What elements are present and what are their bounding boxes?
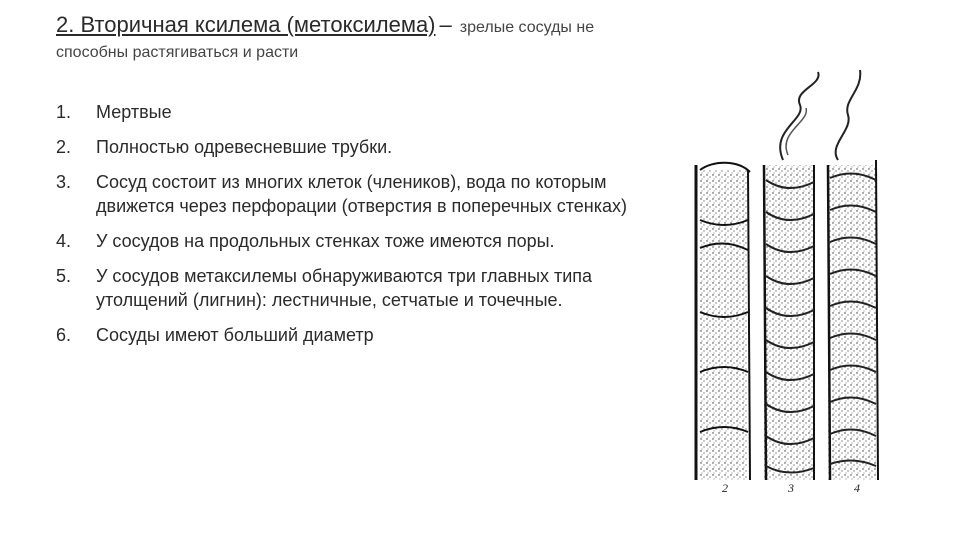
list-item [56, 323, 656, 347]
slide-title [56, 12, 594, 38]
list-text: У сосудов метаксилемы обнаруживаются три главных типа утолщений (лигнин): лестничные, сетчатые и точечные. [96, 266, 593, 310]
list-number: 2. [56, 137, 72, 157]
xylem-vessels-illustration [688, 60, 888, 500]
figure-label-4: 4 [854, 481, 860, 495]
list-text: Полностью одревесневшие трубки. [96, 137, 393, 157]
figure-label-2: 2 [722, 481, 728, 495]
numbered-list [56, 100, 656, 358]
vessel-segmented [696, 163, 750, 480]
list-number: 4. [56, 231, 72, 251]
list-item [56, 100, 656, 124]
list-number: 1. [56, 102, 72, 122]
list-number: 5. [56, 266, 72, 286]
vessel-spiral [764, 72, 819, 480]
list-text: Мертвые [96, 102, 172, 122]
list-text: Сосуд состоит из многих клеток (члеников), вода по которым движется через перфорации (отверстия в поперечных стенках) [96, 172, 627, 216]
vessel-annular [828, 70, 878, 480]
list-text: У сосудов на продольных стенках тоже имеются поры. [96, 231, 555, 251]
list-item [56, 229, 656, 253]
list-number: 6. [56, 325, 72, 345]
list-number: 3. [56, 172, 72, 192]
subtitle: способны растягиваться и расти [56, 44, 299, 61]
figure-label-3: 3 [788, 481, 794, 495]
title-dash: – [439, 12, 452, 37]
list-item [56, 170, 656, 218]
list-text: Сосуды имеют больший диаметр [96, 325, 374, 345]
list-item [56, 135, 656, 159]
list-item [56, 264, 656, 312]
title-main: 2. Вторичная ксилема (метоксилема) [56, 12, 436, 37]
title-tail: зрелые сосуды не [459, 19, 595, 36]
